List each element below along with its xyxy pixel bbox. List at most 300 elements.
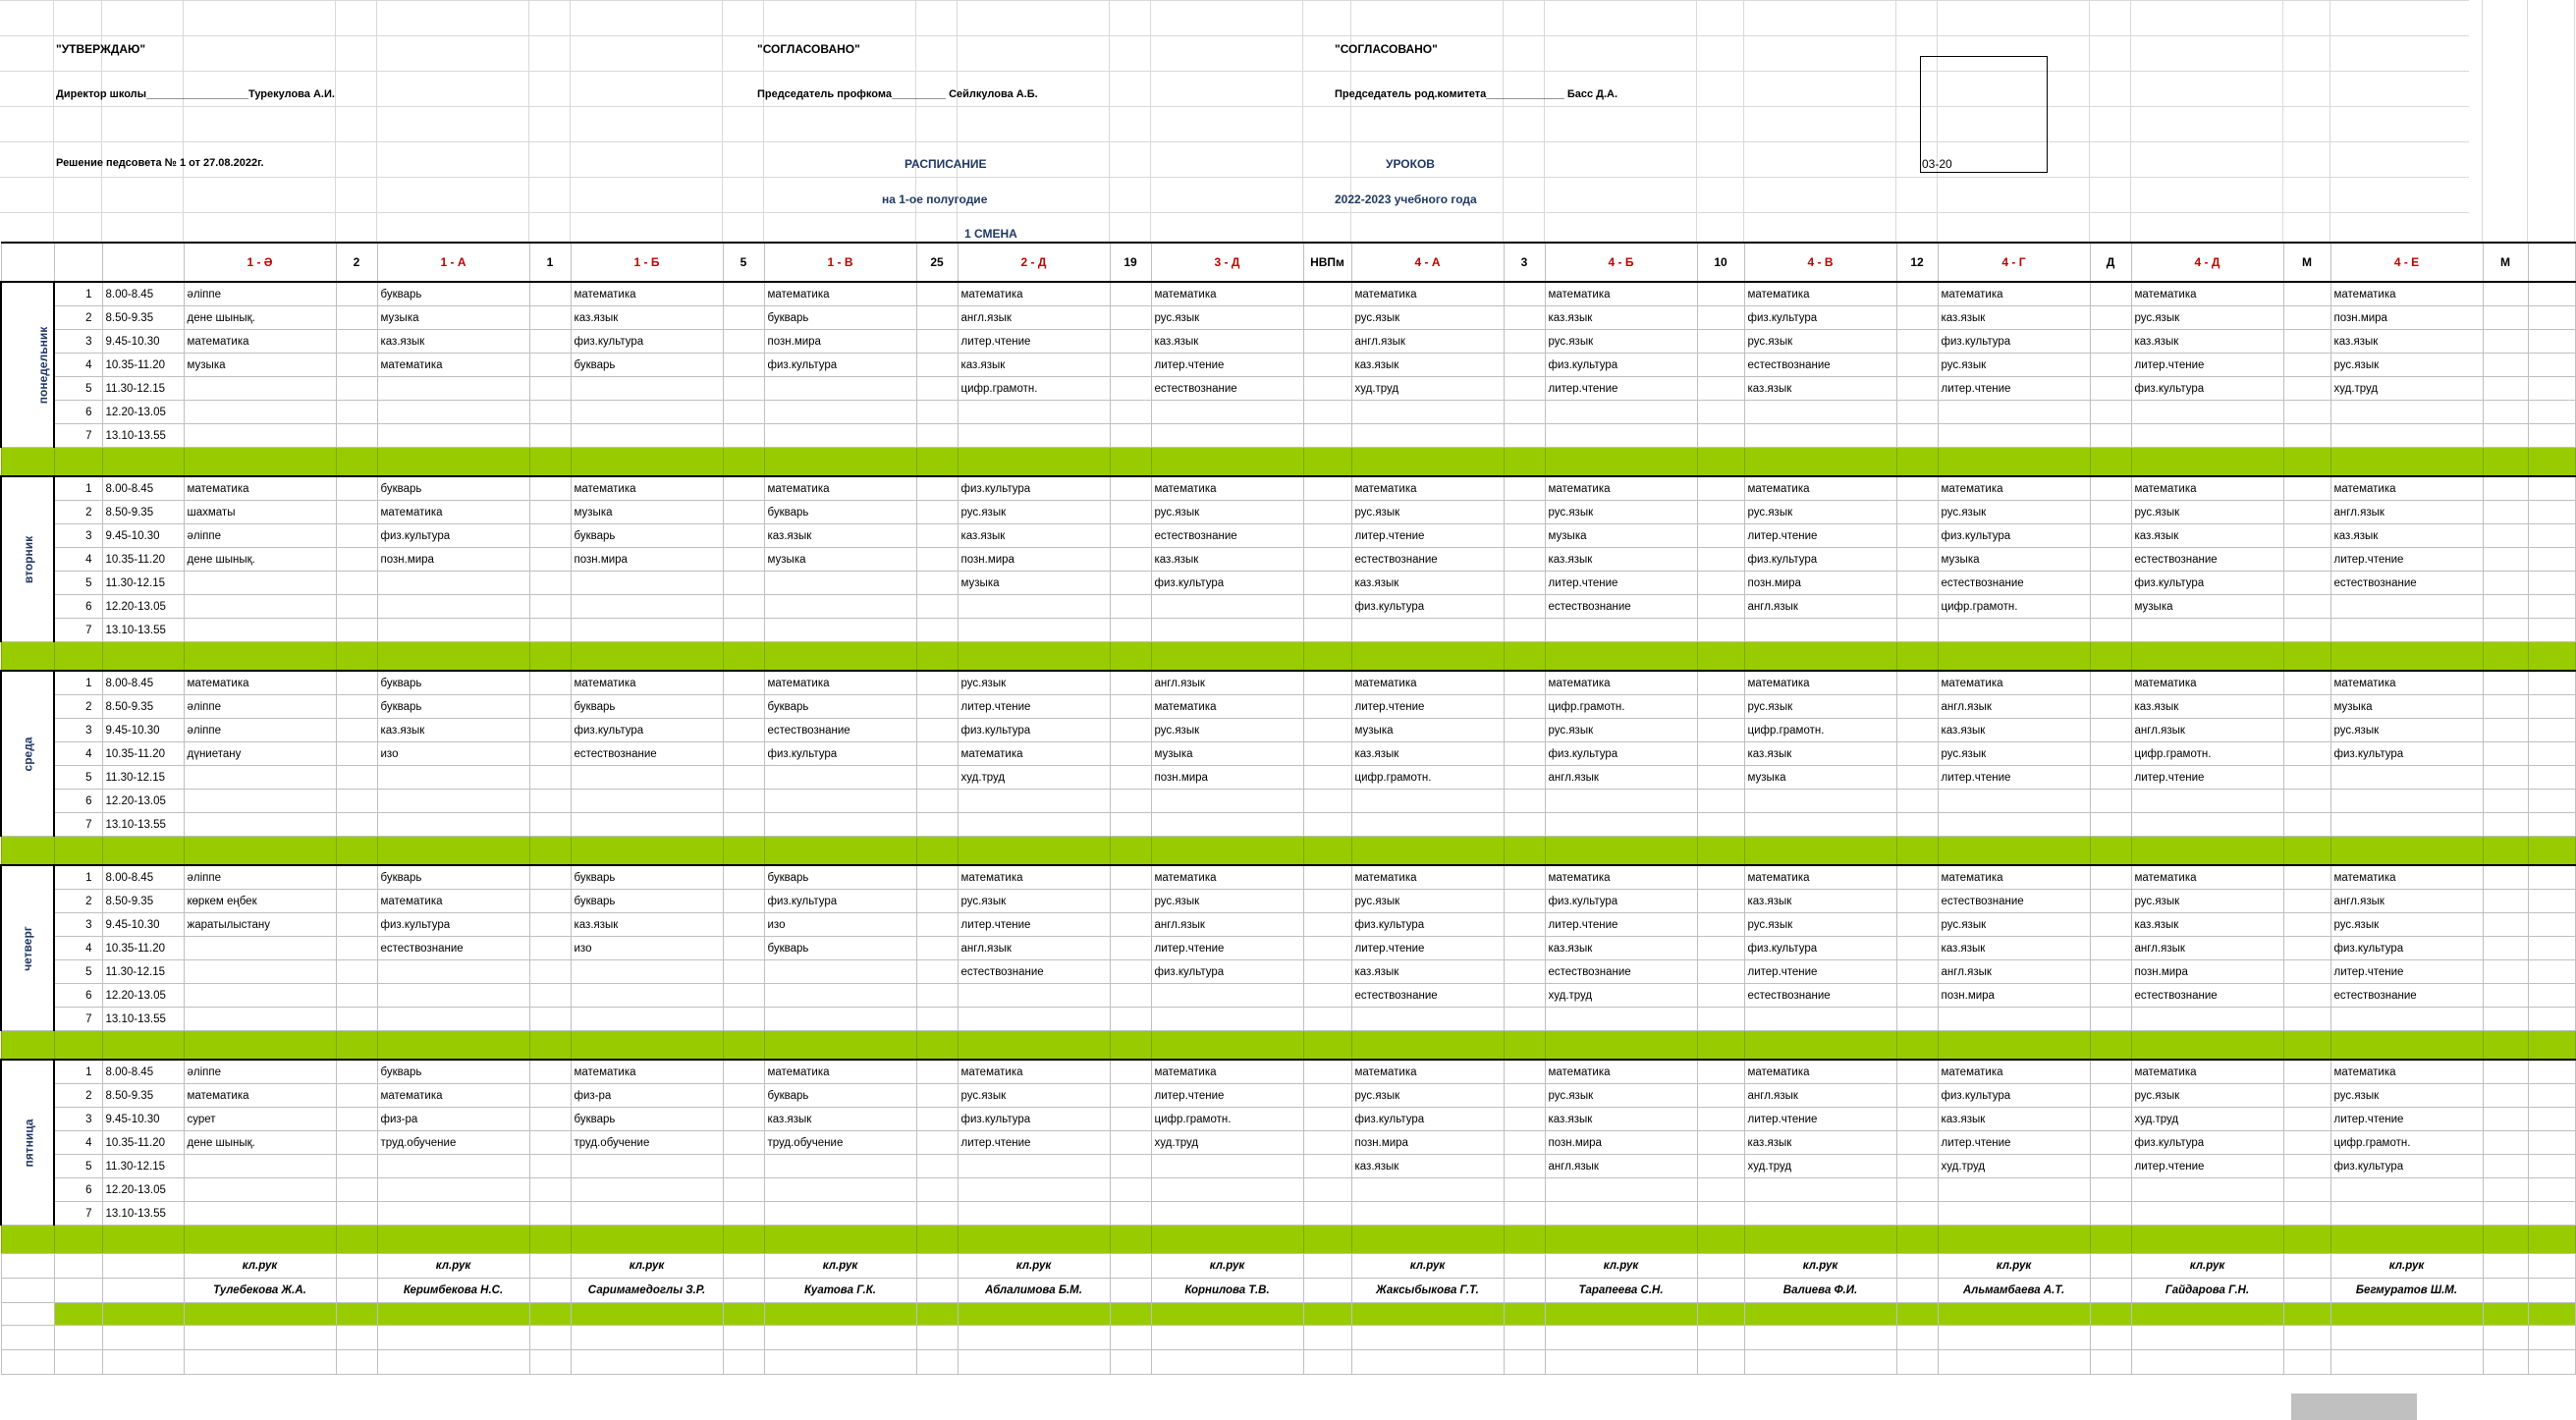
subject-cell: каз.язык	[377, 330, 529, 354]
spacer-cell	[2528, 424, 2575, 448]
room-cell	[2090, 572, 2131, 595]
room-cell	[1504, 619, 1545, 642]
subject-cell	[571, 1178, 723, 1202]
separator-cell	[723, 1031, 764, 1061]
room-cell	[1896, 354, 1938, 377]
room-cell	[1303, 354, 1351, 377]
room-cell	[336, 813, 377, 837]
lesson-time: 12.20-13.05	[102, 1178, 184, 1202]
subject-cell: математика	[1351, 865, 1504, 890]
school-year-label: 2022-2023 учебного года	[1335, 192, 1477, 206]
subject-cell: естествознание	[1151, 524, 1303, 548]
subject-cell	[377, 960, 529, 984]
subject-cell	[184, 960, 336, 984]
room-cell	[1303, 595, 1351, 619]
subject-cell: позн.мира	[1151, 766, 1303, 790]
room-cell	[1896, 282, 1938, 306]
room-cell	[2090, 766, 2131, 790]
teacher-role: кл.рук	[1351, 1254, 1504, 1279]
empty-cell	[958, 1350, 1110, 1375]
room-cell	[529, 524, 571, 548]
subject-cell: әліппе	[184, 524, 336, 548]
class-name: 1 - В	[764, 243, 916, 282]
separator-cell	[1351, 642, 1504, 672]
lesson-row	[1, 766, 2575, 790]
subject-cell	[1151, 619, 1303, 642]
blank-cell	[916, 1279, 958, 1303]
room-cell	[1697, 865, 1744, 890]
class-name: 4 - В	[1744, 243, 1896, 282]
room-cell	[723, 937, 764, 960]
lesson-time: 8.50-9.35	[102, 1084, 184, 1108]
separator-cell	[1151, 837, 1303, 866]
separator-cell	[54, 1303, 102, 1326]
room-cell	[336, 1108, 377, 1131]
room-cell	[2483, 501, 2528, 524]
room-cell	[2090, 1131, 2131, 1155]
class-name: 4 - Д	[2131, 243, 2283, 282]
subject-cell: англ.язык	[1151, 671, 1303, 695]
subject-cell: физ.культура	[2131, 572, 2283, 595]
lesson-time: 11.30-12.15	[102, 960, 184, 984]
subject-cell	[764, 572, 916, 595]
subject-cell: каз.язык	[1151, 548, 1303, 572]
subject-cell	[377, 619, 529, 642]
room-number: 12	[1896, 243, 1938, 282]
subject-cell	[1351, 1202, 1504, 1226]
subject-cell: музыка	[764, 548, 916, 572]
room-cell	[1303, 330, 1351, 354]
room-cell	[2483, 354, 2528, 377]
spacer-cell	[2528, 595, 2575, 619]
empty-cell	[1110, 1326, 1151, 1350]
teacher-role: кл.рук	[1545, 1254, 1697, 1279]
teacher-role: кл.рук	[958, 1254, 1110, 1279]
spacer-cell	[2528, 282, 2575, 306]
subject-cell: физ.культура	[1938, 1084, 2090, 1108]
room-cell	[336, 984, 377, 1008]
separator-cell	[2131, 642, 2283, 672]
subject-cell: естествознание	[1938, 572, 2090, 595]
subject-cell: литер.чтение	[958, 330, 1110, 354]
room-cell	[2283, 913, 2330, 937]
room-cell	[336, 501, 377, 524]
empty-cell	[1303, 1350, 1351, 1375]
separator-cell	[1744, 642, 1896, 672]
day-name-cell	[1, 1060, 54, 1226]
room-cell	[1697, 671, 1744, 695]
subject-cell: математика	[1351, 282, 1504, 306]
subject-cell: математика	[1351, 1060, 1504, 1084]
room-cell	[1697, 742, 1744, 766]
subject-cell: естествознание	[571, 742, 723, 766]
director-line: Директор школы_________________Турекулова А.И.	[56, 88, 335, 100]
separator-cell	[184, 837, 336, 866]
room-cell	[1504, 1202, 1545, 1226]
room-cell	[336, 695, 377, 719]
room-cell	[1110, 377, 1151, 401]
room-cell	[916, 719, 958, 742]
subject-cell: букварь	[377, 671, 529, 695]
separator-cell	[1504, 448, 1545, 477]
subject-cell	[1351, 424, 1504, 448]
subject-cell	[764, 401, 916, 424]
teacher-role: кл.рук	[2330, 1254, 2483, 1279]
subject-cell	[1151, 595, 1303, 619]
room-cell	[2483, 572, 2528, 595]
room-cell	[1697, 524, 1744, 548]
room-cell	[723, 595, 764, 619]
room-cell	[1697, 1155, 1744, 1178]
empty-cell	[1938, 1326, 2090, 1350]
subject-cell: жаратылыстану	[184, 913, 336, 937]
subject-cell: әліппе	[184, 1060, 336, 1084]
lesson-row	[1, 960, 2575, 984]
subject-cell: математика	[958, 865, 1110, 890]
room-cell	[1110, 524, 1151, 548]
subject-cell	[958, 424, 1110, 448]
separator-cell	[1896, 1226, 1938, 1254]
blank-cell	[102, 1254, 184, 1279]
subject-cell: математика	[2131, 282, 2283, 306]
subject-cell	[377, 1178, 529, 1202]
empty-cell	[54, 1326, 102, 1350]
approve-label: "УТВЕРЖДАЮ"	[56, 42, 146, 56]
separator-cell	[916, 448, 958, 477]
room-cell	[916, 401, 958, 424]
room-cell	[1110, 695, 1151, 719]
subject-cell: рус.язык	[1938, 501, 2090, 524]
empty-cell	[1697, 1350, 1744, 1375]
subject-cell: букварь	[571, 695, 723, 719]
room-cell	[1697, 813, 1744, 837]
room-cell	[2483, 671, 2528, 695]
separator-cell	[571, 1303, 723, 1326]
room-cell	[1303, 960, 1351, 984]
room-cell	[529, 913, 571, 937]
class-name: 3 - Д	[1151, 243, 1303, 282]
subject-cell	[1151, 401, 1303, 424]
room-cell	[1697, 354, 1744, 377]
empty-cell	[2283, 1350, 2330, 1375]
room-cell	[336, 1131, 377, 1155]
room-cell	[1896, 476, 1938, 501]
room-cell	[1896, 595, 1938, 619]
lesson-row	[1, 984, 2575, 1008]
room-cell	[336, 306, 377, 330]
subject-cell	[1744, 813, 1896, 837]
class-name: 1 - Ә	[184, 243, 336, 282]
room-cell	[723, 1178, 764, 1202]
room-cell	[916, 960, 958, 984]
separator-cell	[1351, 837, 1504, 866]
blank-cell	[2483, 1254, 2528, 1279]
room-cell	[723, 790, 764, 813]
separator-cell	[2283, 837, 2330, 866]
subject-cell: каз.язык	[1744, 377, 1896, 401]
subject-cell: каз.язык	[571, 913, 723, 937]
subject-cell: физ.культура	[2131, 377, 2283, 401]
teacher-role: кл.рук	[571, 1254, 723, 1279]
room-cell	[2483, 330, 2528, 354]
room-cell	[529, 1131, 571, 1155]
room-cell	[1504, 719, 1545, 742]
empty-cell	[2330, 1326, 2483, 1350]
spacer-cell	[2528, 742, 2575, 766]
subject-cell: каз.язык	[1744, 890, 1896, 913]
subject-cell: цифр.грамотн.	[2131, 742, 2283, 766]
subject-cell	[958, 1178, 1110, 1202]
blank-cell	[723, 1254, 764, 1279]
room-cell	[2283, 548, 2330, 572]
room-cell	[2283, 1202, 2330, 1226]
blank-cell	[1896, 1279, 1938, 1303]
subject-cell	[1744, 1202, 1896, 1226]
room-cell	[529, 501, 571, 524]
subject-cell: англ.язык	[1545, 766, 1697, 790]
subject-cell: математика	[2330, 865, 2483, 890]
subject-cell: англ.язык	[1938, 695, 2090, 719]
separator-cell	[336, 837, 377, 866]
subject-cell: позн.мира	[1545, 1131, 1697, 1155]
lesson-number: 1	[54, 671, 102, 695]
subject-cell	[764, 1008, 916, 1031]
room-cell	[1110, 742, 1151, 766]
footer-separator	[1, 1303, 2575, 1326]
lesson-number: 5	[54, 766, 102, 790]
room-cell	[2090, 377, 2131, 401]
subject-cell: англ.язык	[1351, 330, 1504, 354]
room-cell	[916, 306, 958, 330]
subject-cell: худ.труд	[1938, 1155, 2090, 1178]
subject-cell	[377, 1202, 529, 1226]
room-cell	[2090, 890, 2131, 913]
subject-cell	[958, 1202, 1110, 1226]
spacer-cell	[2528, 1155, 2575, 1178]
room-cell	[2283, 595, 2330, 619]
subject-cell	[184, 1155, 336, 1178]
room-cell	[916, 1155, 958, 1178]
lesson-number: 5	[54, 377, 102, 401]
empty-cell	[1896, 1326, 1938, 1350]
room-cell	[529, 766, 571, 790]
room-cell	[2283, 424, 2330, 448]
room-cell	[2090, 695, 2131, 719]
room-cell	[529, 330, 571, 354]
separator-cell	[1697, 448, 1744, 477]
room-cell	[1504, 501, 1545, 524]
spacer-cell	[2528, 1060, 2575, 1084]
room-cell	[1697, 937, 1744, 960]
subject-cell: каз.язык	[377, 719, 529, 742]
subject-cell	[2330, 790, 2483, 813]
subject-cell: рус.язык	[2131, 501, 2283, 524]
separator-cell	[916, 837, 958, 866]
room-cell	[1896, 401, 1938, 424]
subject-cell	[184, 813, 336, 837]
subject-cell	[571, 595, 723, 619]
room-cell	[723, 572, 764, 595]
separator-cell	[1, 1031, 54, 1061]
subject-cell	[1938, 619, 2090, 642]
subject-cell	[1151, 1202, 1303, 1226]
lesson-time: 11.30-12.15	[102, 377, 184, 401]
subject-cell: дүниетану	[184, 742, 336, 766]
subject-cell: букварь	[764, 695, 916, 719]
subject-cell: естествознание	[377, 937, 529, 960]
room-cell	[1697, 790, 1744, 813]
room-cell	[1504, 572, 1545, 595]
subject-cell: музыка	[2131, 595, 2283, 619]
lesson-number: 2	[54, 1084, 102, 1108]
room-cell	[1504, 354, 1545, 377]
spacer-cell	[2528, 476, 2575, 501]
spacer-cell	[2528, 330, 2575, 354]
subject-cell: литер.чтение	[2330, 960, 2483, 984]
subject-cell: литер.чтение	[1151, 937, 1303, 960]
subject-cell	[377, 401, 529, 424]
separator-cell	[2483, 1031, 2528, 1061]
room-cell	[1504, 937, 1545, 960]
separator-cell	[2131, 1031, 2283, 1061]
room-cell	[1303, 476, 1351, 501]
decision-line: Решение педсовета № 1 от 27.08.2022г.	[56, 157, 264, 169]
subject-cell	[958, 1155, 1110, 1178]
room-cell	[723, 354, 764, 377]
subject-cell	[1351, 1178, 1504, 1202]
room-cell	[1504, 524, 1545, 548]
class-name: 2 - Д	[958, 243, 1110, 282]
separator-cell	[1938, 1031, 2090, 1061]
empty-cell	[184, 1350, 336, 1375]
subject-cell: математика	[764, 282, 916, 306]
empty-cell	[2483, 1350, 2528, 1375]
lesson-number: 6	[54, 595, 102, 619]
empty-cell	[2090, 1326, 2131, 1350]
empty-cell	[529, 1350, 571, 1375]
lesson-row	[1, 501, 2575, 524]
room-cell	[1110, 766, 1151, 790]
room-cell	[1896, 424, 1938, 448]
separator-cell	[571, 837, 723, 866]
lesson-row	[1, 282, 2575, 306]
subject-cell: литер.чтение	[1545, 377, 1697, 401]
subject-cell: букварь	[571, 890, 723, 913]
subject-cell: каз.язык	[1351, 742, 1504, 766]
subject-cell	[184, 619, 336, 642]
subject-cell	[377, 813, 529, 837]
room-cell	[723, 330, 764, 354]
subject-cell: труд.обучение	[377, 1131, 529, 1155]
room-cell	[2283, 377, 2330, 401]
separator-cell	[1504, 837, 1545, 866]
day-name-cell	[1, 671, 54, 837]
separator-cell	[2528, 448, 2575, 477]
subject-cell: математика	[1545, 476, 1697, 501]
room-cell	[1697, 306, 1744, 330]
room-cell	[2090, 813, 2131, 837]
room-cell	[916, 1202, 958, 1226]
subject-cell: музыка	[1545, 524, 1697, 548]
subject-cell: әліппе	[184, 865, 336, 890]
room-cell	[2483, 1008, 2528, 1031]
room-cell	[1504, 813, 1545, 837]
room-cell	[529, 377, 571, 401]
subject-cell: букварь	[764, 501, 916, 524]
room-cell	[1303, 865, 1351, 890]
room-cell	[336, 671, 377, 695]
subject-cell	[764, 424, 916, 448]
subject-cell	[377, 766, 529, 790]
room-cell	[723, 671, 764, 695]
separator-cell	[2330, 1031, 2483, 1061]
gridline-v	[2527, 0, 2528, 242]
separator-cell	[529, 448, 571, 477]
subject-cell: букварь	[377, 476, 529, 501]
room-cell	[336, 865, 377, 890]
lesson-number: 5	[54, 1155, 102, 1178]
subject-cell: англ.язык	[1545, 1155, 1697, 1178]
room-cell	[2090, 476, 2131, 501]
room-cell	[1504, 865, 1545, 890]
separator-cell	[2090, 1303, 2131, 1326]
room-cell	[1697, 1131, 1744, 1155]
separator-cell	[1896, 837, 1938, 866]
teacher-name: Куатова Г.К.	[764, 1279, 916, 1303]
room-cell	[1504, 766, 1545, 790]
room-cell	[723, 501, 764, 524]
blank-cell	[1504, 1279, 1545, 1303]
subject-cell	[2330, 595, 2483, 619]
separator-cell	[764, 448, 916, 477]
subject-cell	[184, 984, 336, 1008]
room-cell	[1896, 671, 1938, 695]
gridline-h	[0, 106, 2469, 107]
room-cell	[529, 424, 571, 448]
room-cell	[1896, 937, 1938, 960]
gridline-h	[0, 177, 2469, 178]
day-name: вторник	[22, 535, 36, 583]
room-cell	[336, 913, 377, 937]
spacer-cell	[2528, 524, 2575, 548]
subject-cell: физ.культура	[571, 330, 723, 354]
separator-cell	[1151, 1303, 1303, 1326]
subject-cell: литер.чтение	[1151, 1084, 1303, 1108]
room-cell	[916, 1084, 958, 1108]
subject-cell: сурет	[184, 1108, 336, 1131]
blank-cell	[2528, 1254, 2575, 1279]
separator-cell	[54, 1226, 102, 1254]
separator-cell	[529, 1303, 571, 1326]
separator-cell	[916, 642, 958, 672]
teacher-name: Тарапеева С.Н.	[1545, 1279, 1697, 1303]
subject-cell	[377, 572, 529, 595]
separator-cell	[1744, 1303, 1896, 1326]
room-cell	[2483, 913, 2528, 937]
subject-cell	[1351, 401, 1504, 424]
subject-cell	[764, 813, 916, 837]
room-cell	[336, 619, 377, 642]
subject-cell: математика	[2330, 476, 2483, 501]
blank-cell	[1896, 1254, 1938, 1279]
room-cell	[2483, 1155, 2528, 1178]
room-cell	[2090, 424, 2131, 448]
separator-cell	[1938, 642, 2090, 672]
room-cell	[2483, 960, 2528, 984]
lesson-number: 4	[54, 548, 102, 572]
room-cell	[336, 572, 377, 595]
lesson-row	[1, 1155, 2575, 1178]
